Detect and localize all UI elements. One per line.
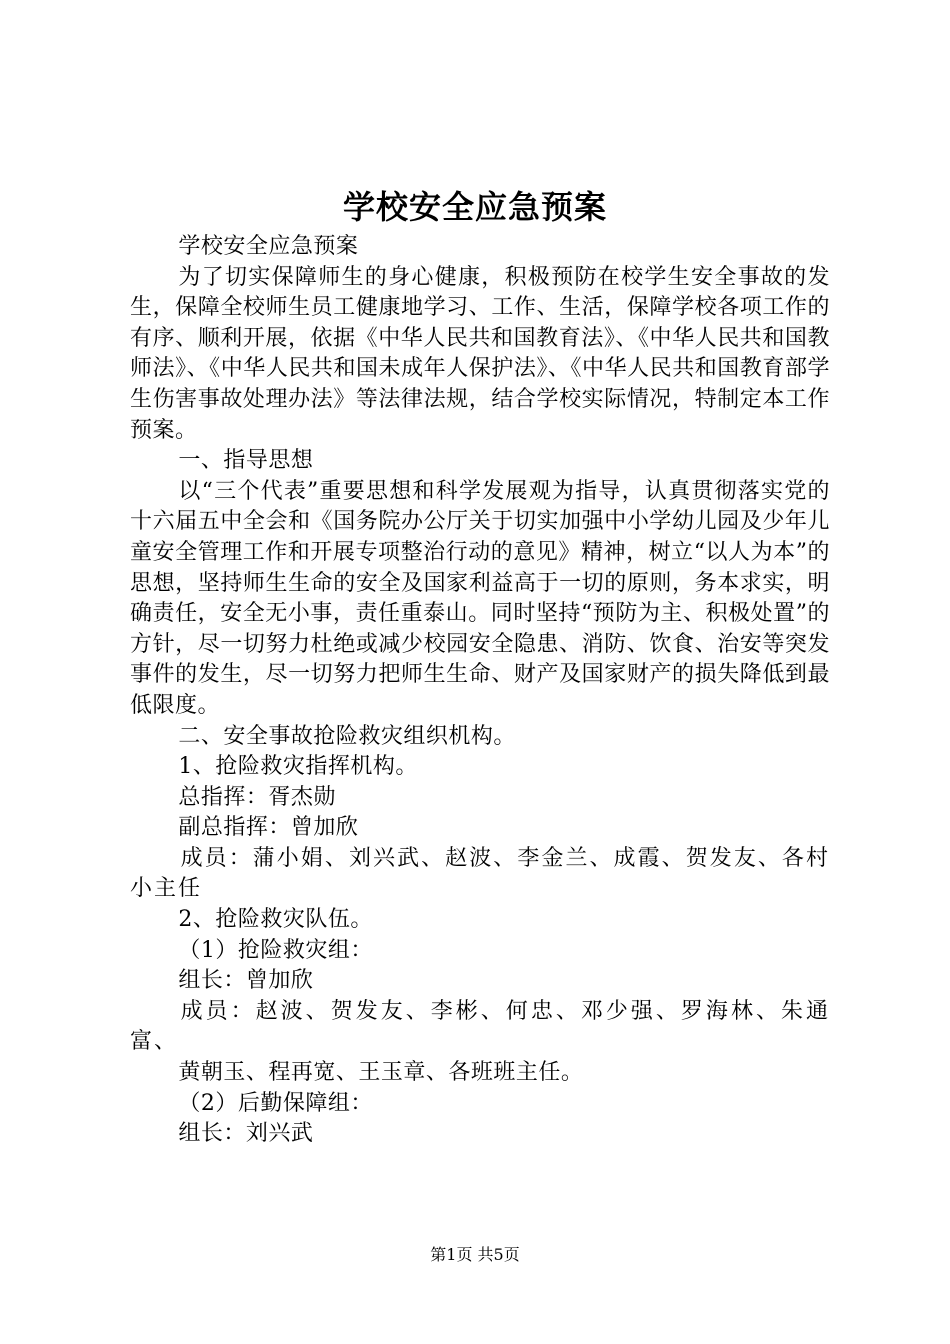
paragraph-intro: 为了切实保障师生的身心健康，积极预防在校学生安全事故的发生，保障全校师生员工健康地学习、工作、生活，保障学校各项工作的有序、顺利开展，依据《中华人民共和国教育法》、《中华人民共和国教师法》、《中华人民共和国未成年人保护法》、《中华人民共和国教育部学生伤害事故处理办法》等法律法规，结合学校实际情况，特制定本工作预案。	[130, 264, 830, 443]
page-number: 第1页 共5页	[430, 1245, 520, 1264]
subsection-command: 1、抢险救灾指挥机构。	[178, 754, 418, 780]
paragraph-guiding-ideology: 以“三个代表”重要思想和科学发展观为指导，认真贯彻落实党的十六届五中全会和《国务院办公厅关于切实加强中小学幼儿园及少年儿童安全管理工作和开展专项整治行动的意见》精神，树立“以人为本”的思想，坚持师生生命的安全及国家利益高于一切的原则，务本求实，明确责任，安全无小事，责任重泰山。同时坚持“预防为主、积极处置”的方针，尽一切努力杜绝或减少校园安全隐患、消防、饮食、治安等突发事件的发生，尽一切努力把师生生命、财产及国家财产的损失降低到最低限度。	[130, 478, 830, 718]
document-body	[130, 232, 830, 1150]
subsection-rescue-team: 2、抢险救灾队伍。	[178, 907, 373, 933]
line-logistics-group: （2）后勤保障组：	[178, 1090, 373, 1116]
line-rescue-group: （1）抢险救灾组：	[178, 937, 373, 963]
section-heading-guiding-ideology: 一、指导思想	[178, 448, 314, 474]
line-deputy-commander: 副总指挥：曾加欣	[178, 815, 359, 841]
paragraph-heading-repeat: 学校安全应急预案	[178, 234, 359, 259]
line-chief-commander: 总指挥：胥杰勋	[178, 784, 336, 810]
line-rescue-members-cont: 黄朝玉、程再宽、王玉章、各班班主任。	[178, 1060, 584, 1086]
document-title: 学校安全应急预案	[342, 188, 607, 226]
line-rescue-leader: 组长：曾加欣	[178, 968, 314, 994]
line-logistics-leader: 组长：刘兴武	[178, 1121, 314, 1147]
section-heading-organization: 二、安全事故抢险救灾组织机构。	[178, 723, 516, 749]
line-rescue-members: 成员：赵波、贺发友、李彬、何忠、邓少强、罗海林、朱通富、	[130, 998, 830, 1055]
line-command-members: 成员：蒲小娟、刘兴武、赵波、李金兰、成霞、贺发友、各村小主任	[130, 845, 830, 902]
